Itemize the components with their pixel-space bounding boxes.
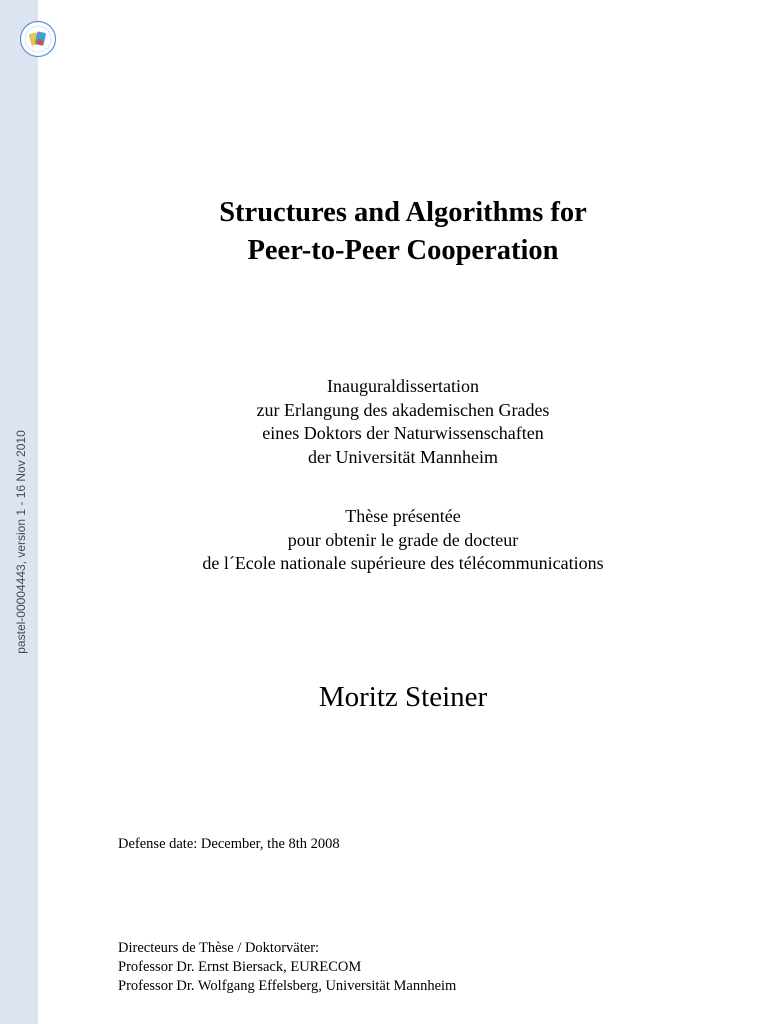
french-thesis-statement [38, 505, 768, 576]
directors-heading: Directeurs de Thèse / Doktorväter: [118, 940, 320, 956]
advisor-2: Professor Dr. Wolfgang Effelsberg, Universität Mannheim [118, 978, 457, 994]
advisor-1: Professor Dr. Ernst Biersack, EURECOM [118, 959, 362, 975]
french-line-2: pour obtenir le grade de docteur [287, 529, 519, 550]
defense-date: Defense date: December, the 8th 2008 [118, 836, 340, 852]
german-line-2: zur Erlangung des akademischen Grades [256, 399, 550, 420]
french-line-3: de l´Ecole nationale supérieure des télécommunications [202, 553, 604, 573]
german-line-4: der Universität Mannheim [308, 446, 498, 467]
german-line-3: eines Doktors der Naturwissenschaften [262, 423, 544, 443]
title-line-1: Structures and Algorithms for [219, 197, 587, 228]
french-line-1: Thèse présentée [345, 506, 461, 526]
thesis-title [38, 194, 768, 270]
title-line-2: Peer-to-Peer Cooperation [247, 235, 559, 266]
archive-stamp: pastel-00004443, version 1 - 16 Nov 2010 [14, 430, 28, 654]
thesis-directors [118, 939, 456, 996]
german-dissertation-statement [38, 375, 768, 469]
author-name: Moritz Steiner [318, 681, 488, 713]
institution-seal-logo [19, 20, 57, 58]
german-line-1: Inauguraldissertation [327, 376, 479, 396]
